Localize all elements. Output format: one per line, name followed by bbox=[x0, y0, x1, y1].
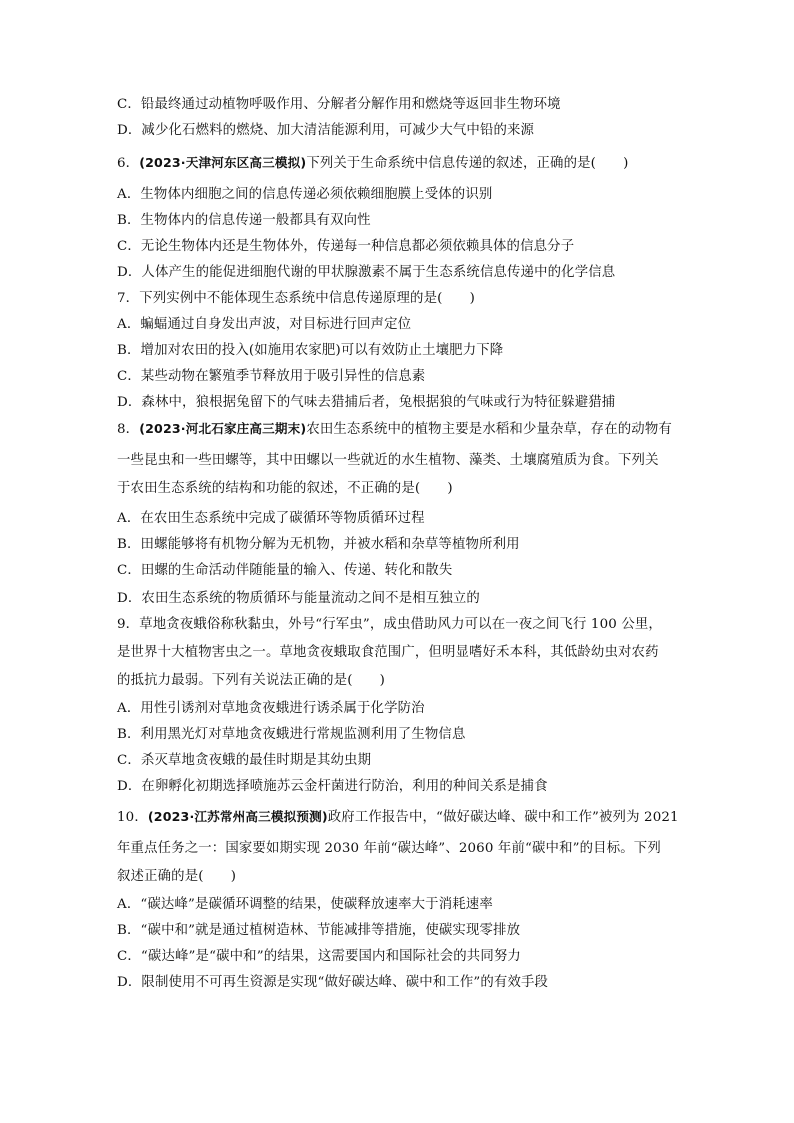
question-number: 9． bbox=[117, 617, 140, 632]
question-text: 政府工作报告中，“做好碳达峰、碳中和工作”被列为 2021 bbox=[327, 810, 679, 825]
question-stem-q9a bbox=[117, 614, 662, 635]
question-text-continued: 的抵抗力最弱。下列有关说法正确的是( ) bbox=[117, 673, 386, 688]
answer-option-b7: B．增加对农田的投入(如施用农家肥)可以有效防止土壤肥力下降 bbox=[117, 343, 504, 358]
answer-option-a6: A．生物体内细胞之间的信息传递必须依赖细胞膜上受体的识别 bbox=[117, 187, 493, 202]
answer-option-d5: D．减少化石燃料的燃烧、加大清洁能源利用，可减少大气中铅的来源 bbox=[117, 123, 535, 138]
question-stem-q8a bbox=[117, 418, 672, 440]
question-stem-q7 bbox=[117, 288, 475, 309]
answer-option-d8: D．农田生态系统的物质循环与能量流动之间不是相互独立的 bbox=[117, 591, 480, 606]
question-number: 7． bbox=[117, 291, 140, 306]
question-text: 农田生态系统中的植物主要是水稻和少量杂草，存在的动物有 bbox=[306, 422, 672, 437]
answer-option-a9: A．用性引诱剂对草地贪夜蛾进行诱杀属于化学防治 bbox=[117, 701, 425, 716]
answer-option-a7: A．蝙蝠通过自身发出声波，对目标进行回声定位 bbox=[117, 317, 412, 332]
question-stem-q6 bbox=[117, 152, 629, 174]
question-text: 下列关于生命系统中信息传递的叙述，正确的是( ) bbox=[306, 156, 629, 171]
question-number: 10． bbox=[117, 810, 148, 825]
answer-option-b9: B．利用黑光灯对草地贪夜蛾进行常规监测利用了生物信息 bbox=[117, 727, 466, 742]
question-text-continued: 一些昆虫和一些田螺等，其中田螺以一些就近的水生植物、藻类、土壤腐殖质为食。下列关 bbox=[117, 453, 659, 468]
answer-option-a10: A．“碳达峰”是碳循环调整的结果，使碳释放速率大于消耗速率 bbox=[117, 897, 493, 912]
question-source: (2023·天津河东区高三模拟) bbox=[139, 155, 307, 170]
question-text: 下列实例中不能体现生态系统中信息传递原理的是( ) bbox=[139, 291, 475, 306]
question-number: 6． bbox=[117, 156, 140, 171]
answer-option-a8: A．在农田生态系统中完成了碳循环等物质循环过程 bbox=[117, 511, 425, 526]
answer-option-c5: C．铅最终通过动植物呼吸作用、分解者分解作用和燃烧等返回非生物环境 bbox=[117, 97, 561, 112]
answer-option-c8: C．田螺的生命活动伴随能量的输入、传递、转化和散失 bbox=[117, 563, 453, 578]
answer-option-c7: C．某些动物在繁殖季节释放用于吸引异性的信息素 bbox=[117, 369, 426, 384]
answer-option-b6: B．生物体内的信息传递一般都具有双向性 bbox=[117, 213, 371, 228]
answer-option-c9: C．杀灭草地贪夜蛾的最佳时期是其幼虫期 bbox=[117, 753, 372, 768]
answer-option-b10: B．“碳中和”就是通过植树造林、节能减排等措施，使碳实现零排放 bbox=[117, 923, 521, 938]
answer-option-c10: C．“碳达峰”是“碳中和”的结果，这需要国内和国际社会的共同努力 bbox=[117, 949, 521, 964]
question-source: (2023·江苏常州高三模拟预测) bbox=[147, 809, 328, 824]
question-text-continued: 叙述正确的是( ) bbox=[117, 869, 237, 884]
answer-option-d7: D．森林中，狼根据兔留下的气味去猎捕后者，兔根据狼的气味或行为特征躲避猎捕 bbox=[117, 395, 616, 410]
question-text-continued: 是世界十大植物害虫之一。草地贪夜蛾取食范围广，但明显嗜好禾本科，其低龄幼虫对农药 bbox=[117, 645, 659, 660]
question-number: 8． bbox=[117, 422, 140, 437]
answer-option-b8: B．田螺能够将有机物分解为无机物，并被水稻和杂草等植物所利用 bbox=[117, 537, 520, 552]
answer-option-c6: C．无论生物体内还是生物体外，传递每一种信息都必须依赖具体的信息分子 bbox=[117, 239, 575, 254]
answer-option-d10: D．限制使用不可再生资源是实现“做好碳达峰、碳中和工作”的有效手段 bbox=[117, 975, 549, 990]
question-stem-q10a bbox=[117, 806, 679, 828]
question-text: 草地贪夜蛾俗称秋黏虫，外号“行军虫”，成虫借助风力可以在一夜之间飞行 100 公里， bbox=[139, 617, 662, 632]
answer-option-d9: D．在卵孵化初期选择喷施苏云金杆菌进行防治，利用的种间关系是捕食 bbox=[117, 779, 548, 794]
question-source: (2023·河北石家庄高三期末) bbox=[139, 421, 307, 436]
answer-option-d6: D．人体产生的能促进细胞代谢的甲状腺激素不属于生态系统信息传递中的化学信息 bbox=[117, 265, 616, 280]
question-text-continued: 于农田生态系统的结构和功能的叙述，不正确的是( ) bbox=[117, 481, 453, 496]
question-text-continued: 年重点任务之一：国家要如期实现 2030 年前“碳达峰”、2060 年前“碳中和”的目标。下列 bbox=[117, 841, 661, 856]
